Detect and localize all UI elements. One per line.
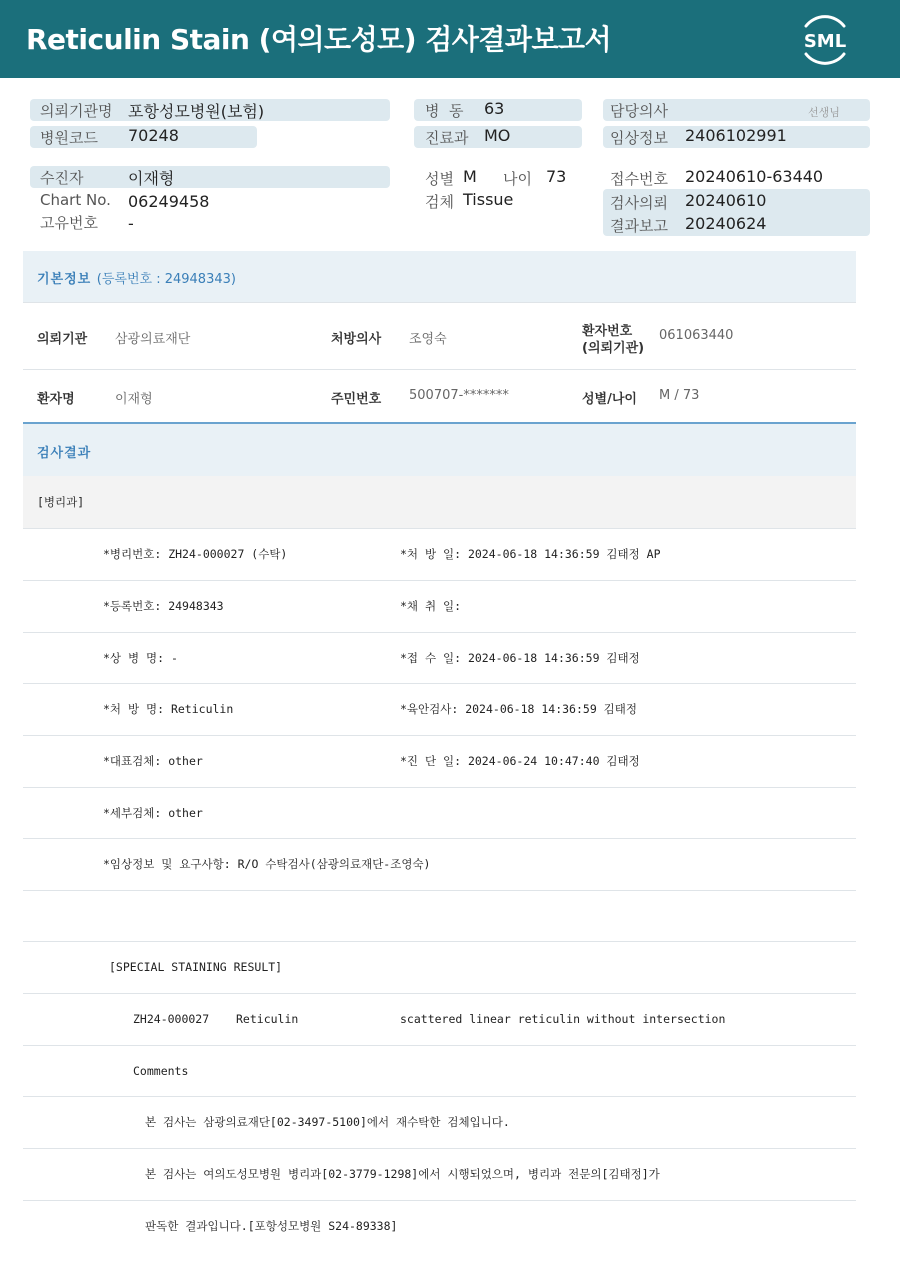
results-title: 검사결과 <box>37 446 92 461</box>
bi-patient-name-label: 환자명 <box>37 392 75 407</box>
divider <box>23 838 856 839</box>
sex-label: 성별 <box>425 170 454 188</box>
clinical-info-value: 2406102991 <box>685 126 787 145</box>
divider <box>23 735 856 736</box>
bi-sex-age-value: M / 73 <box>659 388 700 403</box>
result-row-1-left: *병리번호: ZH24-000027 (수탁) <box>103 547 288 561</box>
test-request-value: 20240610 <box>685 191 767 210</box>
department-label: [병리과] <box>37 495 85 509</box>
receipt-no-label: 접수번호 <box>610 170 668 188</box>
ward-value: 63 <box>484 99 505 118</box>
ward-label: 병 동 <box>425 102 464 120</box>
report-header <box>0 0 900 78</box>
result-row-3-left: *상 병 명: - <box>103 651 178 665</box>
specimen-label: 검체 <box>425 193 454 211</box>
chart-no-label: Chart No. <box>40 191 111 209</box>
comment-1: 본 검사는 삼광의료재단[02-3497-5100]에서 재수탁한 검체입니다. <box>145 1115 510 1129</box>
comment-2: 본 검사는 여의도성모병원 병리과[02-3779-1298]에서 시행되었으며, 병리과 전문의[김태정]가 <box>145 1167 660 1181</box>
result-row-2-left: *등록번호: 24948343 <box>103 599 224 613</box>
svg-text:SML: SML <box>803 31 847 52</box>
result-report-value: 20240624 <box>685 214 767 233</box>
divider <box>23 302 856 303</box>
divider <box>23 1148 856 1149</box>
divider <box>23 528 856 529</box>
special-staining-title: [SPECIAL STAINING RESULT] <box>109 960 283 974</box>
special-result: scattered linear reticulin without intersection <box>400 1012 726 1026</box>
bi-patient-name-value: 이재형 <box>115 392 153 407</box>
result-row-6-left: *세부검체: other <box>103 806 203 820</box>
sex-value: M <box>463 167 477 186</box>
institution-label: 의뢰기관명 <box>40 102 113 120</box>
result-row-3-right: *접 수 일: 2024-06-18 14:36:59 김태정 <box>400 651 640 665</box>
divider <box>23 1096 856 1097</box>
sml-logo <box>796 12 854 66</box>
bi-patient-no-sublabel: (의뢰기관) <box>582 341 645 356</box>
unique-no-label: 고유번호 <box>40 214 98 232</box>
divider <box>23 580 856 581</box>
result-row-4-left: *처 방 명: Reticulin <box>103 702 234 716</box>
department-value: MO <box>484 126 511 145</box>
divider <box>23 890 856 891</box>
divider <box>23 632 856 633</box>
basic-info-title: 기본정보 (등록번호 : 24948343) <box>37 272 236 287</box>
bi-patient-no-label: 환자번호 <box>582 324 633 339</box>
age-label: 나이 <box>503 170 532 188</box>
institution-value: 포항성모병원(보험) <box>128 102 265 121</box>
divider <box>23 1045 856 1046</box>
registration-number: (등록번호 : 24948343) <box>96 272 236 287</box>
age-value: 73 <box>546 167 567 186</box>
results-header <box>23 424 856 476</box>
bi-resident-no-value: 500707-******* <box>409 388 509 403</box>
patient-label: 수진자 <box>40 169 84 187</box>
divider <box>23 787 856 788</box>
divider <box>23 683 856 684</box>
result-row-5-left: *대표검체: other <box>103 754 203 768</box>
result-row-2-right: *채 취 일: <box>400 599 462 613</box>
divider <box>23 369 856 370</box>
report-title: Reticulin Stain (여의도성모) 검사결과보고서 <box>26 23 612 56</box>
result-row-4-right: *육안검사: 2024-06-18 14:36:59 김태정 <box>400 702 638 716</box>
bi-resident-no-label: 주민번호 <box>331 392 382 407</box>
special-stain: Reticulin <box>236 1012 299 1026</box>
bi-institution-value: 삼광의료재단 <box>115 332 191 347</box>
department-bar <box>23 476 856 528</box>
result-row-7-left: *임상정보 및 요구사항: R/O 수탁검사(삼광의료재단-조영숙) <box>103 857 431 871</box>
chart-no-value: 06249458 <box>128 192 210 211</box>
divider <box>23 1200 856 1201</box>
divider <box>23 993 856 994</box>
bi-patient-no-value: 061063440 <box>659 328 734 343</box>
bi-prescriber-value: 조영숙 <box>409 332 447 347</box>
comments-label: Comments <box>133 1064 189 1078</box>
department-label: 진료과 <box>425 129 469 147</box>
receipt-no-value: 20240610-63440 <box>685 167 824 186</box>
patient-value: 이재형 <box>128 169 175 188</box>
bi-sex-age-label: 성별/나이 <box>582 392 637 407</box>
clinical-info-label: 임상정보 <box>610 129 668 147</box>
hospital-code-label: 병원코드 <box>40 129 98 147</box>
doctor-label: 담당의사 <box>610 102 668 120</box>
test-request-label: 검사의뢰 <box>610 194 668 212</box>
unique-no-value: - <box>128 214 134 233</box>
hospital-code-value: 70248 <box>128 126 179 145</box>
result-row-5-right: *진 단 일: 2024-06-24 10:47:40 김태정 <box>400 754 640 768</box>
specimen-value: Tissue <box>463 190 514 209</box>
result-report-label: 결과보고 <box>610 217 668 235</box>
result-row-1-right: *처 방 일: 2024-06-18 14:36:59 김태정 AP <box>400 547 661 561</box>
doctor-suffix: 선생님 <box>808 106 840 119</box>
bi-institution-label: 의뢰기관 <box>37 332 88 347</box>
comment-3: 판독한 결과입니다.[포항성모병원 S24-89338] <box>145 1219 398 1233</box>
divider <box>23 941 856 942</box>
bi-prescriber-label: 처방의사 <box>331 332 382 347</box>
patient-row-bg <box>30 166 390 188</box>
special-id: ZH24-000027 <box>133 1012 210 1026</box>
